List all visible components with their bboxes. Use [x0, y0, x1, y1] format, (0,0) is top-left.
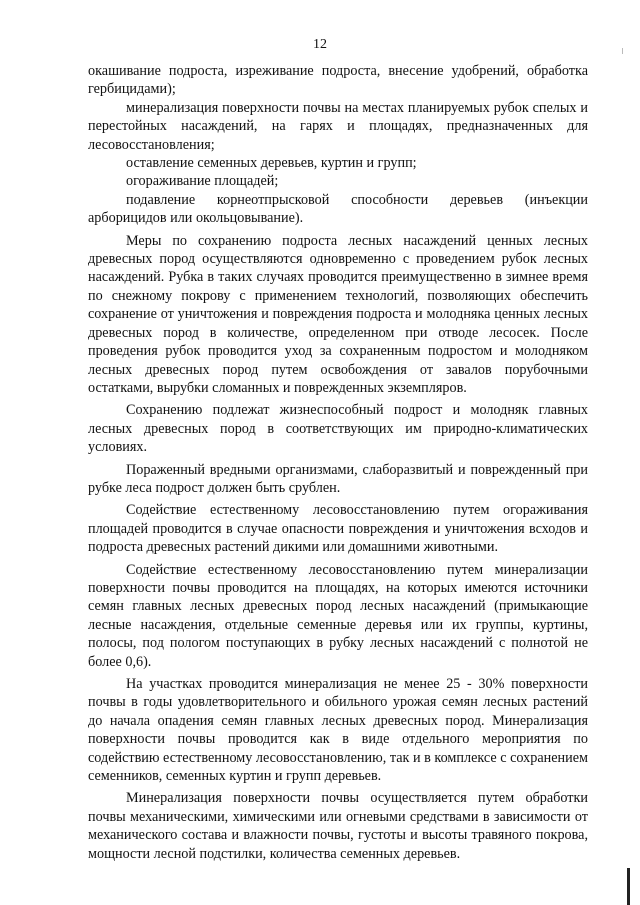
scan-edge-mark-bottom	[627, 868, 630, 905]
paragraph: Сохранению подлежат жизнеспособный подрост и молодняк главных лесных древесных пород в соответствующих им природно-климатических условиях.	[88, 402, 588, 456]
paragraph: Минерализация поверхности почвы осуществляется путем обработки почвы механическими, химическими или огневыми средствами в зависимости от механического состава и влажности почвы, густоты и высоты травяного покрова, мощности лесной подстилки, количества семенных деревьев.	[88, 790, 588, 862]
paragraph-list-item: оставление семенных деревьев, куртин и групп;	[126, 155, 417, 172]
paragraph: Пораженный вредными организмами, слаборазвитый и поврежденный при рубке леса подрост должен быть срублен.	[88, 461, 588, 496]
paragraph-list-item: подавление корнеотпрысковой способности деревьев (инъекции арборицидов или окольцовывание).	[88, 191, 588, 227]
paragraph-list-item: окашивание подроста, изреживание подроста, внесение удобрений, обработка гербицидами);	[88, 63, 588, 98]
page-number: 12	[313, 37, 327, 52]
scan-edge-mark-top	[622, 48, 623, 54]
paragraph: На участках проводится минерализация не менее 25 - 30% поверхности почвы в годы удовлетворительного и обильного урожая семян лесных растений до начала опадения семян главных лесных древесных пород. Минерализация поверхности почвы проводится как в виде отдельного мероприятия по содействию естественному лесовосстановлению, так и в комплексе с сохранением семенников, семенных куртин и групп деревьев.	[88, 676, 588, 785]
paragraph: Меры по сохранению подроста лесных насаждений ценных лесных древесных пород осуществляются одновременно с проведением рубок лесных насаждений. Рубка в таких случаях проводится преимущественно в зимнее время по снежному покрову с применением технологий, позволяющих обеспечить сохранение от уничтожения и повреждения подроста и молодняка ценных лесных древесных пород в количестве, определенном при отводе лесосек. После проведения рубок проводится уход за сохраненным подростом и молодняком лесных древесных пород путем освобождения от завалов порубочными остатками, вырубки сломанных и поврежденных экземпляров.	[88, 232, 588, 396]
paragraph-list-item: минерализация поверхности почвы на местах планируемых рубок спелых и перестойных насаждений, на гарях и площадях, предназначенных для лесовосстановления;	[88, 99, 588, 153]
document-body	[88, 62, 588, 863]
paragraph: Содействие естественному лесовосстановлению путем огораживания площадей проводится в случае опасности повреждения и уничтожения всходов и подроста древесных растений дикими или домашними животными.	[88, 502, 588, 556]
paragraph: Содействие естественному лесовосстановлению путем минерализации поверхности почвы проводится на площадях, на которых имеются источники семян главных лесных древесных пород лесных насаждений (примыкающие лесные насаждения, отдельные семенные деревья или их группы, куртины, полосы, под пологом поступающих в рубку лесных насаждений с полнотой не более 0,6).	[88, 561, 588, 670]
paragraph-list-item: огораживание площадей;	[126, 173, 279, 190]
